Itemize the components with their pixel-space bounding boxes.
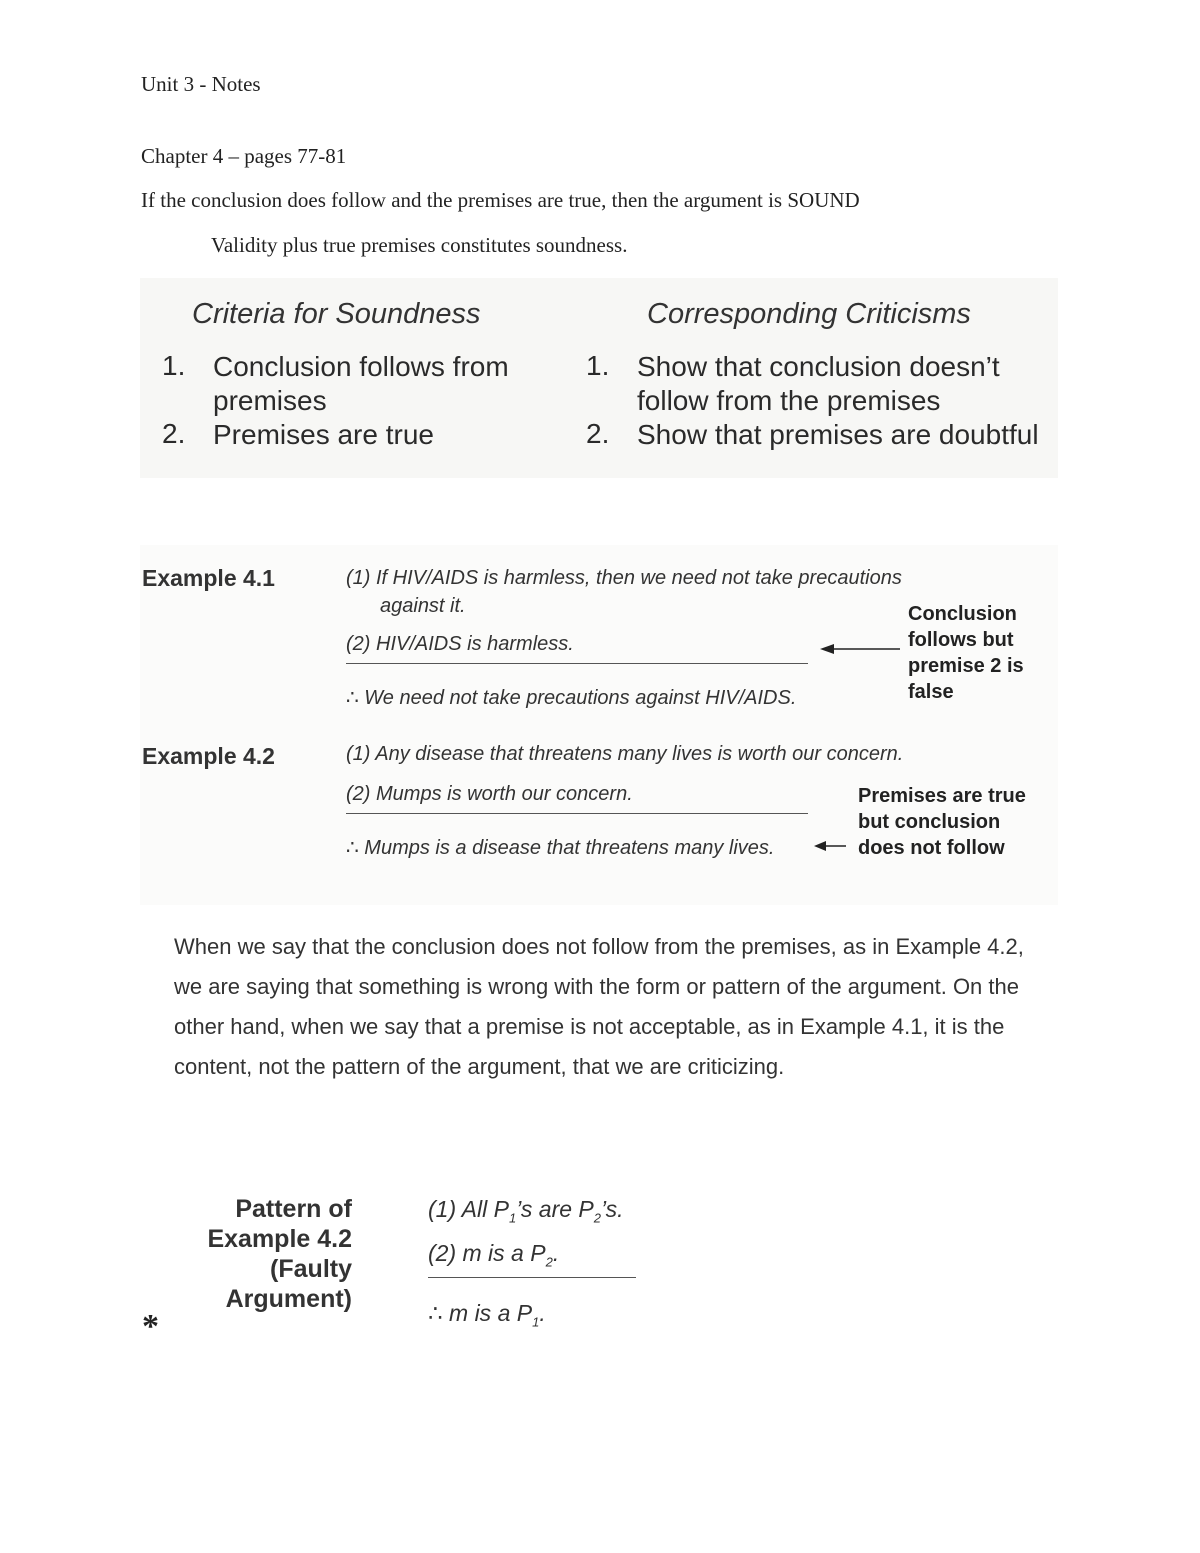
criticism-item-number: 1. [586, 350, 610, 381]
validity-note: Validity plus true premises constitutes soundness. [211, 233, 628, 257]
example-premise: (1) Any disease that threatens many lives is worth our concern. [346, 743, 904, 765]
examples-block [140, 545, 1058, 905]
inference-line [346, 813, 808, 814]
asterisk-marker: * [142, 1308, 159, 1345]
example-conclusion: ∴ Mumps is a disease that threatens many lives. [346, 837, 775, 859]
criticism-item: Show that conclusion doesn’t follow from the premises [637, 351, 1000, 416]
criteria-table [140, 278, 1058, 478]
example-label: Example 4.2 [142, 743, 275, 769]
inference-line [428, 1277, 636, 1278]
pattern-label-line: Argument) [225, 1285, 352, 1313]
example-premise: (2) HIV/AIDS is harmless. [346, 633, 574, 655]
criteria-item-number: 1. [162, 350, 186, 381]
arrow-left-icon [814, 839, 848, 853]
criteria-heading: Criteria for Soundness [192, 298, 481, 330]
pattern-label-line: Pattern of [235, 1195, 352, 1223]
pattern-premise: (1) All $P_1’s$ are $P_2’s$. [428, 1196, 624, 1226]
example-conclusion: ∴ We need not take precautions against HIV/AIDS. [346, 687, 797, 709]
example-label: Example 4.1 [142, 565, 275, 591]
criticisms-heading: Corresponding Criticisms [647, 298, 971, 330]
pattern-conclusion: ∴ m is a $P_1$. [428, 1300, 546, 1330]
explanation-paragraph: When we say that the conclusion does not follow from the premises, as in Example 4.2, we are saying that something is wrong with the form or pattern of the argument. On the other hand, when we say that a premise is not acceptable, as in Example 4.1, it is the content, not the pattern of the argument, that we are criticizing. [174, 934, 1024, 1079]
criteria-item: Conclusion follows from premises [213, 351, 509, 416]
pattern-label-line: Example 4.2 [207, 1225, 352, 1253]
pattern-block [140, 1180, 680, 1345]
criteria-item: Premises are true [213, 419, 434, 450]
pattern-label-line: (Faulty [270, 1255, 352, 1283]
criticism-item-number: 2. [586, 418, 610, 449]
pattern-premise: (2) m is a $P_2$. [428, 1240, 560, 1270]
example-note: Conclusion follows but premise 2 is false [908, 603, 1024, 703]
inference-line [346, 663, 808, 664]
soundness-definition: If the conclusion does follow and the premises are true, then the argument is SOUND [141, 188, 860, 212]
page-title: Unit 3 - Notes [141, 72, 261, 96]
example-premise: (2) Mumps is worth our concern. [346, 783, 633, 805]
example-premise: (1) If HIV/AIDS is harmless, then we need not take precautions [346, 567, 902, 589]
pattern-label [207, 1194, 352, 1314]
criticism-item: Show that premises are doubtful [637, 419, 1039, 450]
arrow-left-icon [820, 642, 902, 656]
chapter-reference: Chapter 4 – pages 77-81 [141, 144, 347, 168]
example-premise-continued: against it. [380, 595, 466, 617]
criteria-item-number: 2. [162, 418, 186, 449]
example-note: Premises are true but conclusion does not follow [858, 785, 1026, 859]
